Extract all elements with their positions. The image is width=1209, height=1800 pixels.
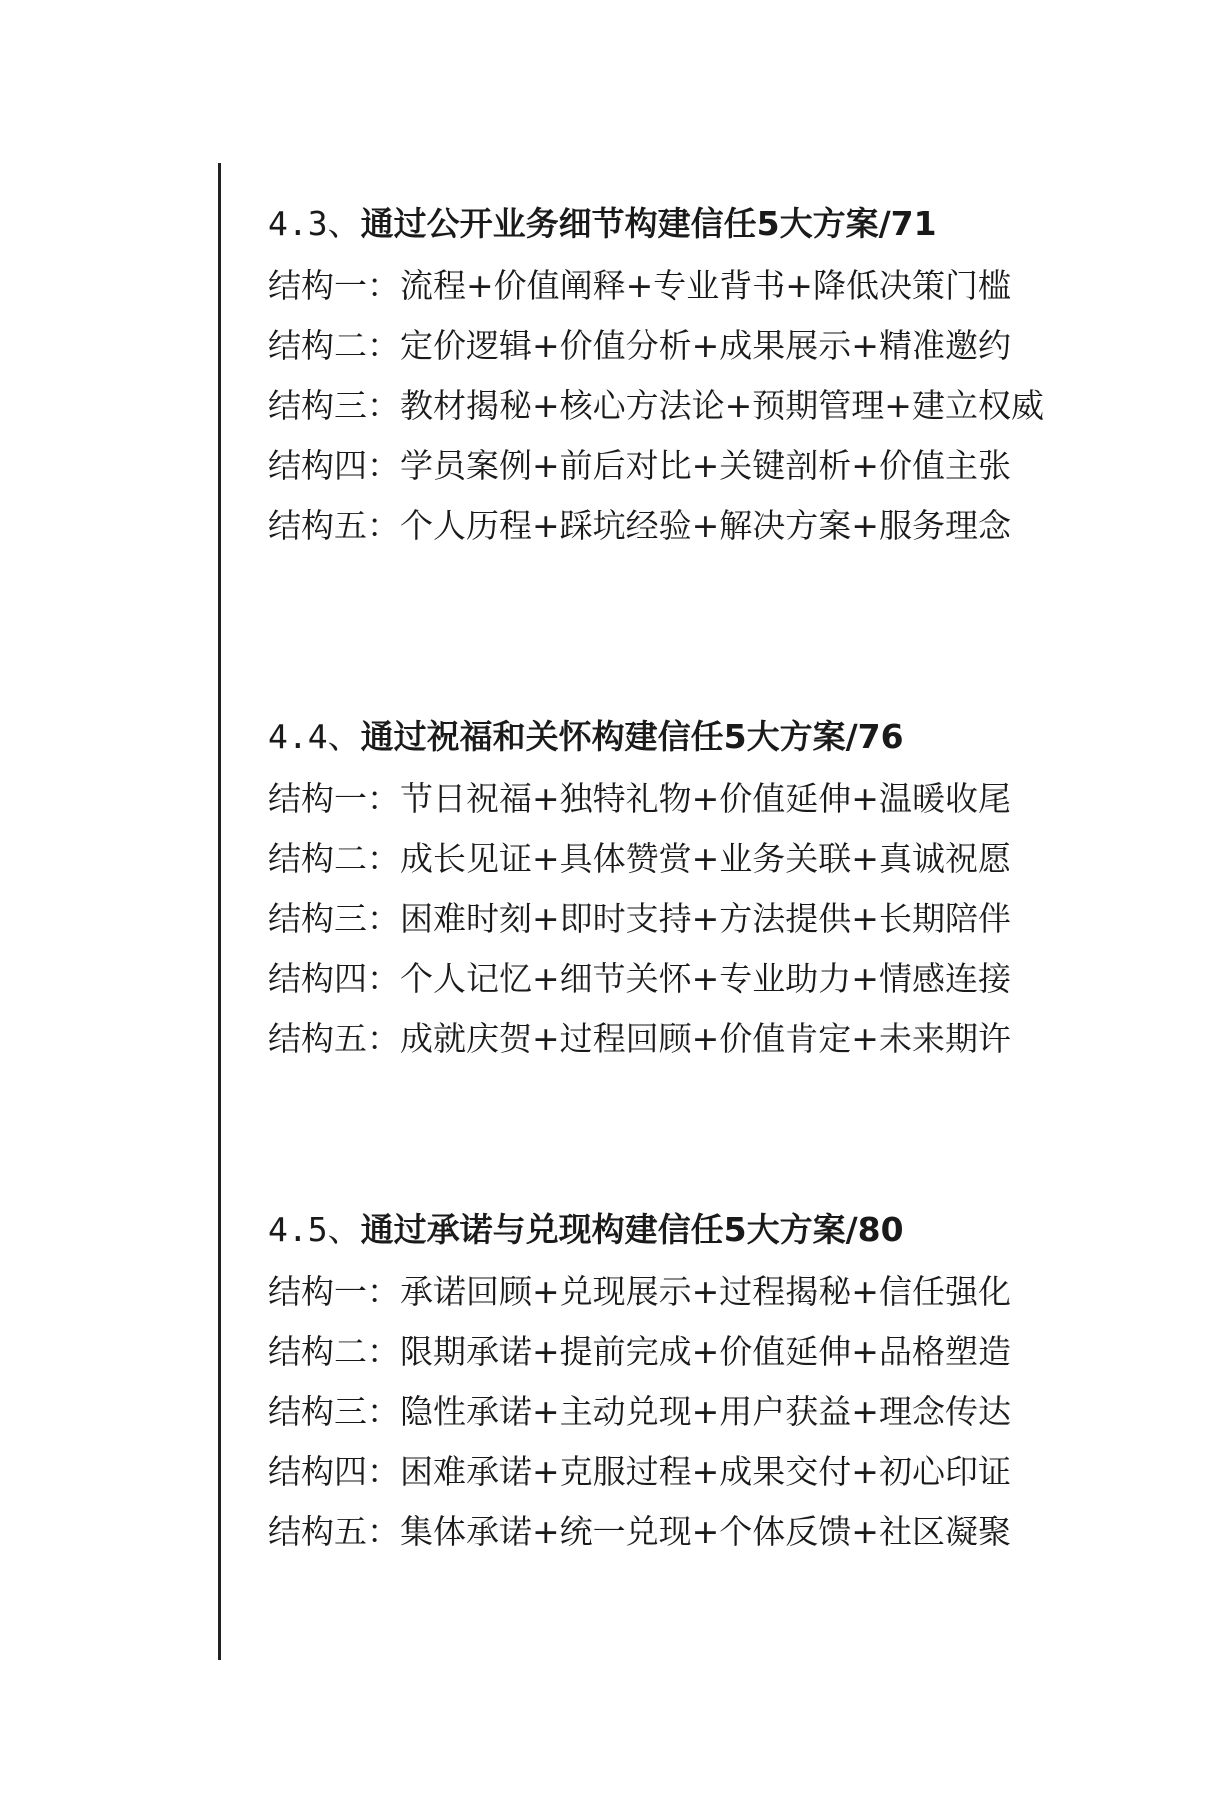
structure-content: 教材揭秘+核心方法论+预期管理+建立权威 bbox=[400, 386, 1044, 425]
structure-content: 学员案例+前后对比+关键剖析+价值主张 bbox=[400, 446, 1011, 485]
structure-content: 个人历程+踩坑经验+解决方案+服务理念 bbox=[400, 506, 1011, 545]
section-4-5 bbox=[268, 1206, 1011, 1568]
structure-content: 困难承诺+克服过程+成果交付+初心印证 bbox=[400, 1452, 1011, 1491]
structure-label: 结构二： bbox=[268, 1332, 400, 1371]
structure-label: 结构四： bbox=[268, 1452, 400, 1491]
section-number: 4.3、 bbox=[268, 204, 361, 243]
structure-content: 个人记忆+细节关怀+专业助力+情感连接 bbox=[400, 959, 1011, 998]
structure-label: 结构四： bbox=[268, 959, 400, 998]
section-number: 4.5、 bbox=[268, 1210, 361, 1249]
structure-row bbox=[268, 955, 1011, 1003]
section-heading bbox=[268, 713, 1011, 761]
structure-content: 成长见证+具体赞赏+业务关联+真诚祝愿 bbox=[400, 839, 1011, 878]
structure-row bbox=[268, 835, 1011, 883]
structure-row bbox=[268, 1328, 1011, 1376]
structure-label: 结构三： bbox=[268, 1392, 400, 1431]
structure-row bbox=[268, 382, 1044, 430]
structure-row bbox=[268, 1388, 1011, 1436]
section-title: 通过承诺与兑现构建信任5大方案/80 bbox=[360, 1210, 904, 1249]
structure-row bbox=[268, 895, 1011, 943]
structure-label: 结构五： bbox=[268, 506, 400, 545]
structure-content: 承诺回顾+兑现展示+过程揭秘+信任强化 bbox=[400, 1272, 1011, 1311]
structure-label: 结构一： bbox=[268, 779, 400, 818]
structure-content: 节日祝福+独特礼物+价值延伸+温暖收尾 bbox=[400, 779, 1011, 818]
structure-label: 结构一： bbox=[268, 1272, 400, 1311]
structure-row bbox=[268, 502, 1044, 550]
section-heading bbox=[268, 1206, 1011, 1254]
structure-label: 结构四： bbox=[268, 446, 400, 485]
structure-row bbox=[268, 1508, 1011, 1556]
structure-content: 隐性承诺+主动兑现+用户获益+理念传达 bbox=[400, 1392, 1011, 1431]
structure-content: 集体承诺+统一兑现+个体反馈+社区凝聚 bbox=[400, 1512, 1011, 1551]
section-title: 通过公开业务细节构建信任5大方案/71 bbox=[360, 204, 937, 243]
structure-label: 结构二： bbox=[268, 326, 400, 365]
structure-row bbox=[268, 1015, 1011, 1063]
margin-rule bbox=[218, 163, 221, 1660]
structure-label: 结构一： bbox=[268, 266, 400, 305]
structure-content: 限期承诺+提前完成+价值延伸+品格塑造 bbox=[400, 1332, 1011, 1371]
structure-label: 结构五： bbox=[268, 1019, 400, 1058]
structure-label: 结构二： bbox=[268, 839, 400, 878]
section-4-3 bbox=[268, 200, 1044, 562]
structure-content: 定价逻辑+价值分析+成果展示+精准邀约 bbox=[400, 326, 1011, 365]
section-number: 4.4、 bbox=[268, 717, 361, 756]
structure-row bbox=[268, 1448, 1011, 1496]
structure-content: 流程+价值阐释+专业背书+降低决策门槛 bbox=[400, 266, 1011, 305]
section-4-4 bbox=[268, 713, 1011, 1075]
structure-label: 结构五： bbox=[268, 1512, 400, 1551]
structure-row bbox=[268, 775, 1011, 823]
structure-row bbox=[268, 1268, 1011, 1316]
structure-label: 结构三： bbox=[268, 899, 400, 938]
structure-row bbox=[268, 322, 1044, 370]
structure-content: 困难时刻+即时支持+方法提供+长期陪伴 bbox=[400, 899, 1011, 938]
section-title: 通过祝福和关怀构建信任5大方案/76 bbox=[360, 717, 904, 756]
structure-content: 成就庆贺+过程回顾+价值肯定+未来期许 bbox=[400, 1019, 1011, 1058]
structure-row bbox=[268, 442, 1044, 490]
structure-label: 结构三： bbox=[268, 386, 400, 425]
structure-row bbox=[268, 262, 1044, 310]
section-heading bbox=[268, 200, 1044, 248]
